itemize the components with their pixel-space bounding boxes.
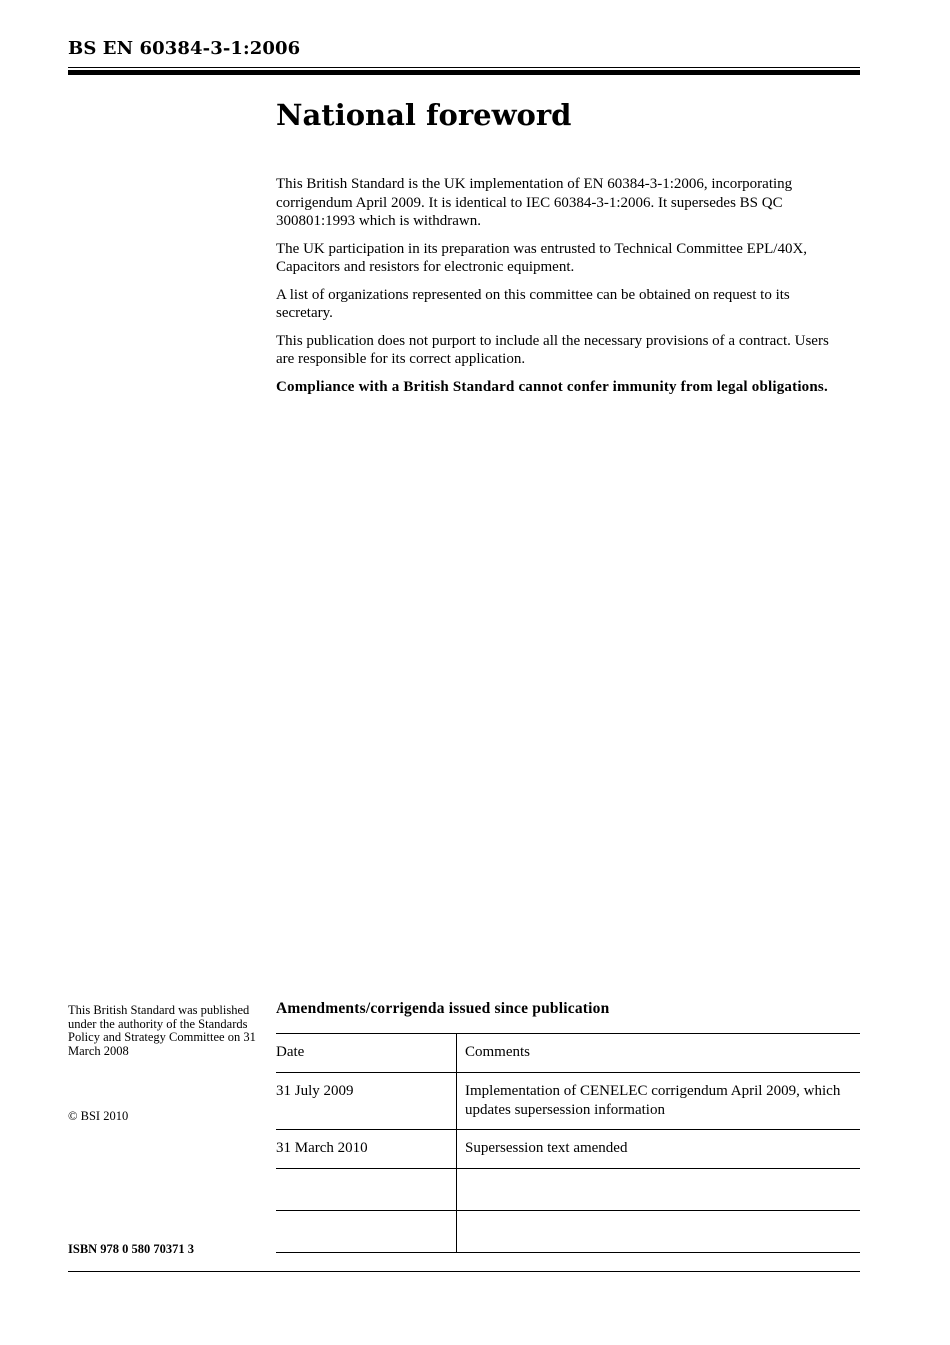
table-row	[276, 1130, 860, 1169]
table-row	[276, 1073, 860, 1130]
amendments-table	[276, 1033, 860, 1253]
header-date: Date	[276, 1034, 457, 1073]
row-comments-empty	[457, 1211, 861, 1253]
copyright-notice: © BSI 2010	[68, 1109, 129, 1123]
row-date-empty	[276, 1211, 457, 1253]
row-date: 31 March 2010	[276, 1130, 457, 1169]
foreword-paragraph-4: This publication does not purport to include all the necessary provisions of a contract. Users are responsible for its correct application.	[276, 332, 829, 367]
compliance-statement: Compliance with a British Standard cannot confer immunity from legal obligations.	[276, 378, 828, 395]
row-date: 31 July 2009	[276, 1073, 457, 1130]
publication-note: This British Standard was published under the authority of the Standards Policy and Strategy Committee on 31 March 2008	[68, 1003, 256, 1058]
header-comments: Comments	[457, 1034, 861, 1073]
table-row-empty	[276, 1169, 860, 1211]
row-comments: Implementation of CENELEC corrigendum April 2009, which updates supersession information	[457, 1073, 861, 1130]
document-code: BS EN 60384-3-1:2006	[68, 38, 301, 59]
row-comments-empty	[457, 1169, 861, 1211]
foreword-paragraph-3: A list of organizations represented on this committee can be obtained on request to its secretary.	[276, 286, 790, 321]
row-comments: Supersession text amended	[457, 1130, 861, 1169]
table-row-empty	[276, 1211, 860, 1253]
foreword-paragraph-2: The UK participation in its preparation was entrusted to Technical Committee EPL/40X, Capacitors and resistors for electronic equipment.	[276, 240, 808, 275]
header-rule-thick	[68, 70, 860, 75]
header-rule-thin	[68, 67, 860, 68]
amendments-title: Amendments/corrigenda issued since publication	[276, 1000, 610, 1017]
foreword-body	[276, 175, 836, 405]
isbn: ISBN 978 0 580 70371 3	[68, 1242, 195, 1256]
row-date-empty	[276, 1169, 457, 1211]
table-header-row	[276, 1034, 860, 1073]
footer-rule	[68, 1271, 860, 1272]
page-title: National foreword	[276, 98, 572, 132]
foreword-paragraph-1: This British Standard is the UK implementation of EN 60384-3-1:2006, incorporating corrigendum April 2009. It is identical to IEC 60384-3-1:2006. It supersedes BS QC 300801:1993 which is withdrawn.	[276, 176, 793, 229]
